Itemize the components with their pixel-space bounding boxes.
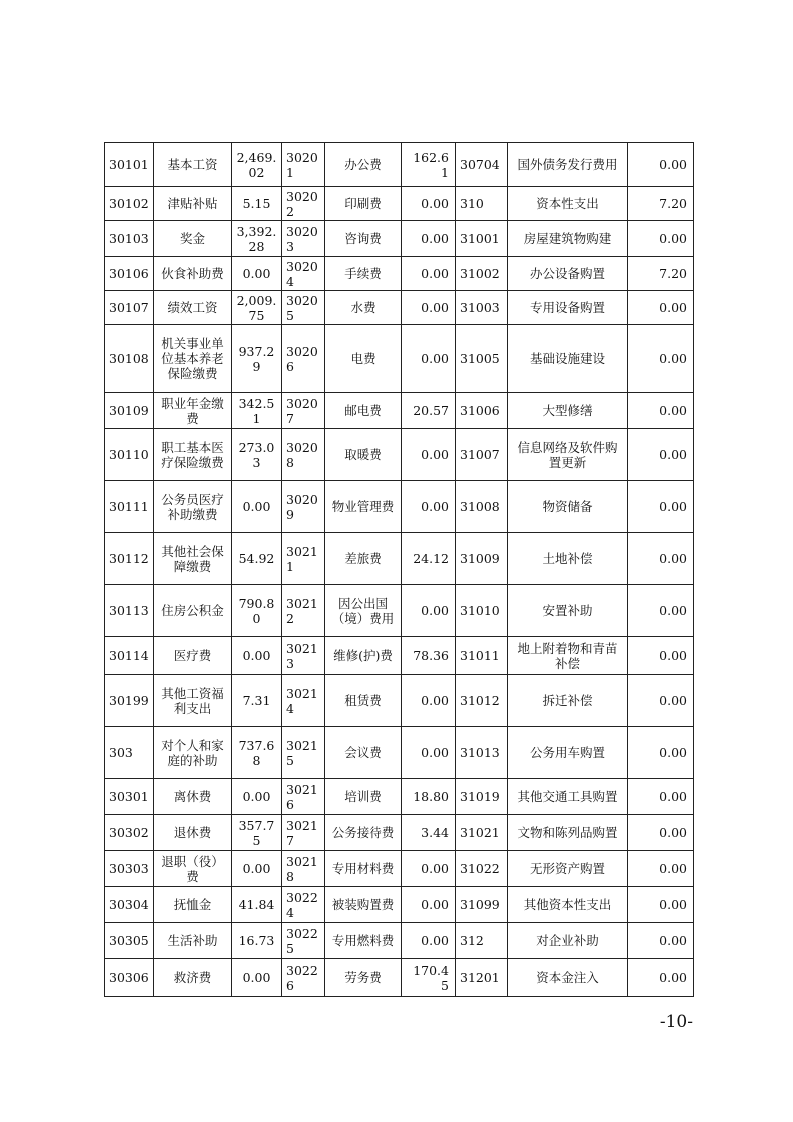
amount-cell: 0.00 — [232, 257, 282, 291]
amount-cell: 20.57 — [402, 393, 456, 429]
amount-cell: 0.00 — [402, 325, 456, 393]
amount-cell: 0.00 — [628, 221, 694, 257]
amount-cell: 41.84 — [232, 887, 282, 923]
code-cell: 30225 — [282, 923, 325, 959]
table-row — [105, 325, 694, 393]
code-cell: 30201 — [282, 143, 325, 187]
code-cell: 312 — [456, 923, 508, 959]
amount-cell: 2,469.02 — [232, 143, 282, 187]
code-cell: 30306 — [105, 959, 154, 997]
amount-cell: 342.51 — [232, 393, 282, 429]
table-body — [105, 143, 694, 997]
name-cell: 印刷费 — [325, 187, 402, 221]
code-cell: 31019 — [456, 779, 508, 815]
code-cell: 30303 — [105, 851, 154, 887]
table-row — [105, 143, 694, 187]
code-cell: 30204 — [282, 257, 325, 291]
table-row — [105, 585, 694, 637]
amount-cell: 5.15 — [232, 187, 282, 221]
code-cell: 30214 — [282, 675, 325, 727]
name-cell: 职业年金缴费 — [154, 393, 232, 429]
amount-cell: 0.00 — [628, 815, 694, 851]
table-row — [105, 675, 694, 727]
name-cell: 物业管理费 — [325, 481, 402, 533]
name-cell: 劳务费 — [325, 959, 402, 997]
name-cell: 奖金 — [154, 221, 232, 257]
amount-cell: 0.00 — [232, 481, 282, 533]
code-cell: 30103 — [105, 221, 154, 257]
table-row — [105, 887, 694, 923]
code-cell: 31012 — [456, 675, 508, 727]
amount-cell: 0.00 — [628, 291, 694, 325]
amount-cell: 0.00 — [628, 887, 694, 923]
name-cell: 培训费 — [325, 779, 402, 815]
amount-cell: 0.00 — [628, 959, 694, 997]
code-cell: 31006 — [456, 393, 508, 429]
name-cell: 物资储备 — [508, 481, 628, 533]
code-cell: 30207 — [282, 393, 325, 429]
code-cell: 30212 — [282, 585, 325, 637]
table-row — [105, 851, 694, 887]
name-cell: 咨询费 — [325, 221, 402, 257]
code-cell: 31013 — [456, 727, 508, 779]
name-cell: 专用燃料费 — [325, 923, 402, 959]
code-cell: 303 — [105, 727, 154, 779]
code-cell: 31008 — [456, 481, 508, 533]
amount-cell: 0.00 — [628, 675, 694, 727]
name-cell: 绩效工资 — [154, 291, 232, 325]
name-cell: 差旅费 — [325, 533, 402, 585]
name-cell: 退职（役）费 — [154, 851, 232, 887]
code-cell: 31002 — [456, 257, 508, 291]
name-cell: 因公出国（境）费用 — [325, 585, 402, 637]
code-cell: 30203 — [282, 221, 325, 257]
amount-cell: 0.00 — [628, 779, 694, 815]
code-cell: 30301 — [105, 779, 154, 815]
table-row — [105, 221, 694, 257]
code-cell: 30209 — [282, 481, 325, 533]
table-row — [105, 481, 694, 533]
name-cell: 会议费 — [325, 727, 402, 779]
code-cell: 30305 — [105, 923, 154, 959]
amount-cell: 737.68 — [232, 727, 282, 779]
name-cell: 拆迁补偿 — [508, 675, 628, 727]
amount-cell: 0.00 — [402, 727, 456, 779]
code-cell: 30304 — [105, 887, 154, 923]
amount-cell: 170.45 — [402, 959, 456, 997]
name-cell: 离休费 — [154, 779, 232, 815]
amount-cell: 0.00 — [402, 851, 456, 887]
code-cell: 31022 — [456, 851, 508, 887]
table-row — [105, 187, 694, 221]
name-cell: 取暖费 — [325, 429, 402, 481]
name-cell: 电费 — [325, 325, 402, 393]
code-cell: 31007 — [456, 429, 508, 481]
code-cell: 31003 — [456, 291, 508, 325]
code-cell: 31001 — [456, 221, 508, 257]
amount-cell: 16.73 — [232, 923, 282, 959]
table-row — [105, 959, 694, 997]
name-cell: 房屋建筑物购建 — [508, 221, 628, 257]
table-row — [105, 815, 694, 851]
amount-cell: 0.00 — [402, 585, 456, 637]
amount-cell: 0.00 — [628, 325, 694, 393]
name-cell: 资本金注入 — [508, 959, 628, 997]
table-row — [105, 257, 694, 291]
amount-cell: 18.80 — [402, 779, 456, 815]
code-cell: 30704 — [456, 143, 508, 187]
page-number: -10- — [659, 1012, 693, 1032]
name-cell: 对企业补助 — [508, 923, 628, 959]
code-cell: 30199 — [105, 675, 154, 727]
amount-cell: 937.29 — [232, 325, 282, 393]
name-cell: 专用材料费 — [325, 851, 402, 887]
name-cell: 住房公积金 — [154, 585, 232, 637]
name-cell: 办公费 — [325, 143, 402, 187]
amount-cell: 0.00 — [402, 257, 456, 291]
name-cell: 资本性支出 — [508, 187, 628, 221]
amount-cell: 0.00 — [232, 959, 282, 997]
code-cell: 30112 — [105, 533, 154, 585]
name-cell: 救济费 — [154, 959, 232, 997]
table-row — [105, 291, 694, 325]
amount-cell: 357.75 — [232, 815, 282, 851]
code-cell: 31201 — [456, 959, 508, 997]
code-cell: 30205 — [282, 291, 325, 325]
name-cell: 其他工资福利支出 — [154, 675, 232, 727]
code-cell: 30106 — [105, 257, 154, 291]
name-cell: 其他资本性支出 — [508, 887, 628, 923]
code-cell: 30218 — [282, 851, 325, 887]
code-cell: 31021 — [456, 815, 508, 851]
code-cell: 31009 — [456, 533, 508, 585]
name-cell: 对个人和家庭的补助 — [154, 727, 232, 779]
code-cell: 30114 — [105, 637, 154, 675]
amount-cell: 2,009.75 — [232, 291, 282, 325]
amount-cell: 3.44 — [402, 815, 456, 851]
amount-cell: 0.00 — [628, 727, 694, 779]
budget-table — [104, 142, 694, 997]
table-row — [105, 923, 694, 959]
name-cell: 退休费 — [154, 815, 232, 851]
name-cell: 维修(护)费 — [325, 637, 402, 675]
code-cell: 30208 — [282, 429, 325, 481]
amount-cell: 0.00 — [628, 637, 694, 675]
amount-cell: 0.00 — [402, 291, 456, 325]
amount-cell: 0.00 — [402, 221, 456, 257]
name-cell: 文物和陈列品购置 — [508, 815, 628, 851]
table-row — [105, 533, 694, 585]
amount-cell: 0.00 — [402, 481, 456, 533]
name-cell: 职工基本医疗保险缴费 — [154, 429, 232, 481]
name-cell: 伙食补助费 — [154, 257, 232, 291]
name-cell: 地上附着物和青苗补偿 — [508, 637, 628, 675]
code-cell: 30224 — [282, 887, 325, 923]
code-cell: 30108 — [105, 325, 154, 393]
name-cell: 生活补助 — [154, 923, 232, 959]
table-row — [105, 637, 694, 675]
name-cell: 无形资产购置 — [508, 851, 628, 887]
name-cell: 公务接待费 — [325, 815, 402, 851]
code-cell: 30226 — [282, 959, 325, 997]
name-cell: 其他社会保障缴费 — [154, 533, 232, 585]
amount-cell: 0.00 — [628, 429, 694, 481]
name-cell: 津贴补贴 — [154, 187, 232, 221]
name-cell: 邮电费 — [325, 393, 402, 429]
code-cell: 30213 — [282, 637, 325, 675]
code-cell: 31099 — [456, 887, 508, 923]
amount-cell: 24.12 — [402, 533, 456, 585]
code-cell: 30109 — [105, 393, 154, 429]
code-cell: 31010 — [456, 585, 508, 637]
amount-cell: 54.92 — [232, 533, 282, 585]
name-cell: 被装购置费 — [325, 887, 402, 923]
name-cell: 基本工资 — [154, 143, 232, 187]
amount-cell: 790.80 — [232, 585, 282, 637]
name-cell: 土地补偿 — [508, 533, 628, 585]
amount-cell: 0.00 — [628, 393, 694, 429]
name-cell: 大型修缮 — [508, 393, 628, 429]
name-cell: 机关事业单位基本养老保险缴费 — [154, 325, 232, 393]
name-cell: 办公设备购置 — [508, 257, 628, 291]
amount-cell: 0.00 — [628, 481, 694, 533]
code-cell: 30113 — [105, 585, 154, 637]
name-cell: 国外债务发行费用 — [508, 143, 628, 187]
code-cell: 30216 — [282, 779, 325, 815]
name-cell: 水费 — [325, 291, 402, 325]
name-cell: 手续费 — [325, 257, 402, 291]
code-cell: 30217 — [282, 815, 325, 851]
amount-cell: 0.00 — [628, 143, 694, 187]
amount-cell: 7.31 — [232, 675, 282, 727]
code-cell: 30211 — [282, 533, 325, 585]
name-cell: 医疗费 — [154, 637, 232, 675]
amount-cell: 0.00 — [402, 187, 456, 221]
amount-cell: 0.00 — [232, 851, 282, 887]
code-cell: 30202 — [282, 187, 325, 221]
code-cell: 30206 — [282, 325, 325, 393]
name-cell: 专用设备购置 — [508, 291, 628, 325]
code-cell: 31011 — [456, 637, 508, 675]
amount-cell: 0.00 — [402, 923, 456, 959]
code-cell: 30101 — [105, 143, 154, 187]
amount-cell: 0.00 — [628, 851, 694, 887]
amount-cell: 0.00 — [402, 675, 456, 727]
code-cell: 30102 — [105, 187, 154, 221]
name-cell: 基础设施建设 — [508, 325, 628, 393]
amount-cell: 0.00 — [232, 637, 282, 675]
amount-cell: 0.00 — [628, 585, 694, 637]
amount-cell: 0.00 — [628, 923, 694, 959]
code-cell: 30302 — [105, 815, 154, 851]
amount-cell: 162.61 — [402, 143, 456, 187]
amount-cell: 0.00 — [628, 533, 694, 585]
amount-cell: 273.03 — [232, 429, 282, 481]
code-cell: 30107 — [105, 291, 154, 325]
name-cell: 抚恤金 — [154, 887, 232, 923]
amount-cell: 7.20 — [628, 187, 694, 221]
table-row — [105, 393, 694, 429]
amount-cell: 0.00 — [402, 887, 456, 923]
table-row — [105, 727, 694, 779]
code-cell: 30110 — [105, 429, 154, 481]
name-cell: 公务用车购置 — [508, 727, 628, 779]
amount-cell: 0.00 — [232, 779, 282, 815]
name-cell: 租赁费 — [325, 675, 402, 727]
name-cell: 其他交通工具购置 — [508, 779, 628, 815]
code-cell: 30215 — [282, 727, 325, 779]
amount-cell: 7.20 — [628, 257, 694, 291]
amount-cell: 0.00 — [402, 429, 456, 481]
code-cell: 30111 — [105, 481, 154, 533]
table-row — [105, 429, 694, 481]
table-row — [105, 779, 694, 815]
amount-cell: 3,392.28 — [232, 221, 282, 257]
code-cell: 310 — [456, 187, 508, 221]
code-cell: 31005 — [456, 325, 508, 393]
name-cell: 公务员医疗补助缴费 — [154, 481, 232, 533]
name-cell: 信息网络及软件购置更新 — [508, 429, 628, 481]
name-cell: 安置补助 — [508, 585, 628, 637]
amount-cell: 78.36 — [402, 637, 456, 675]
